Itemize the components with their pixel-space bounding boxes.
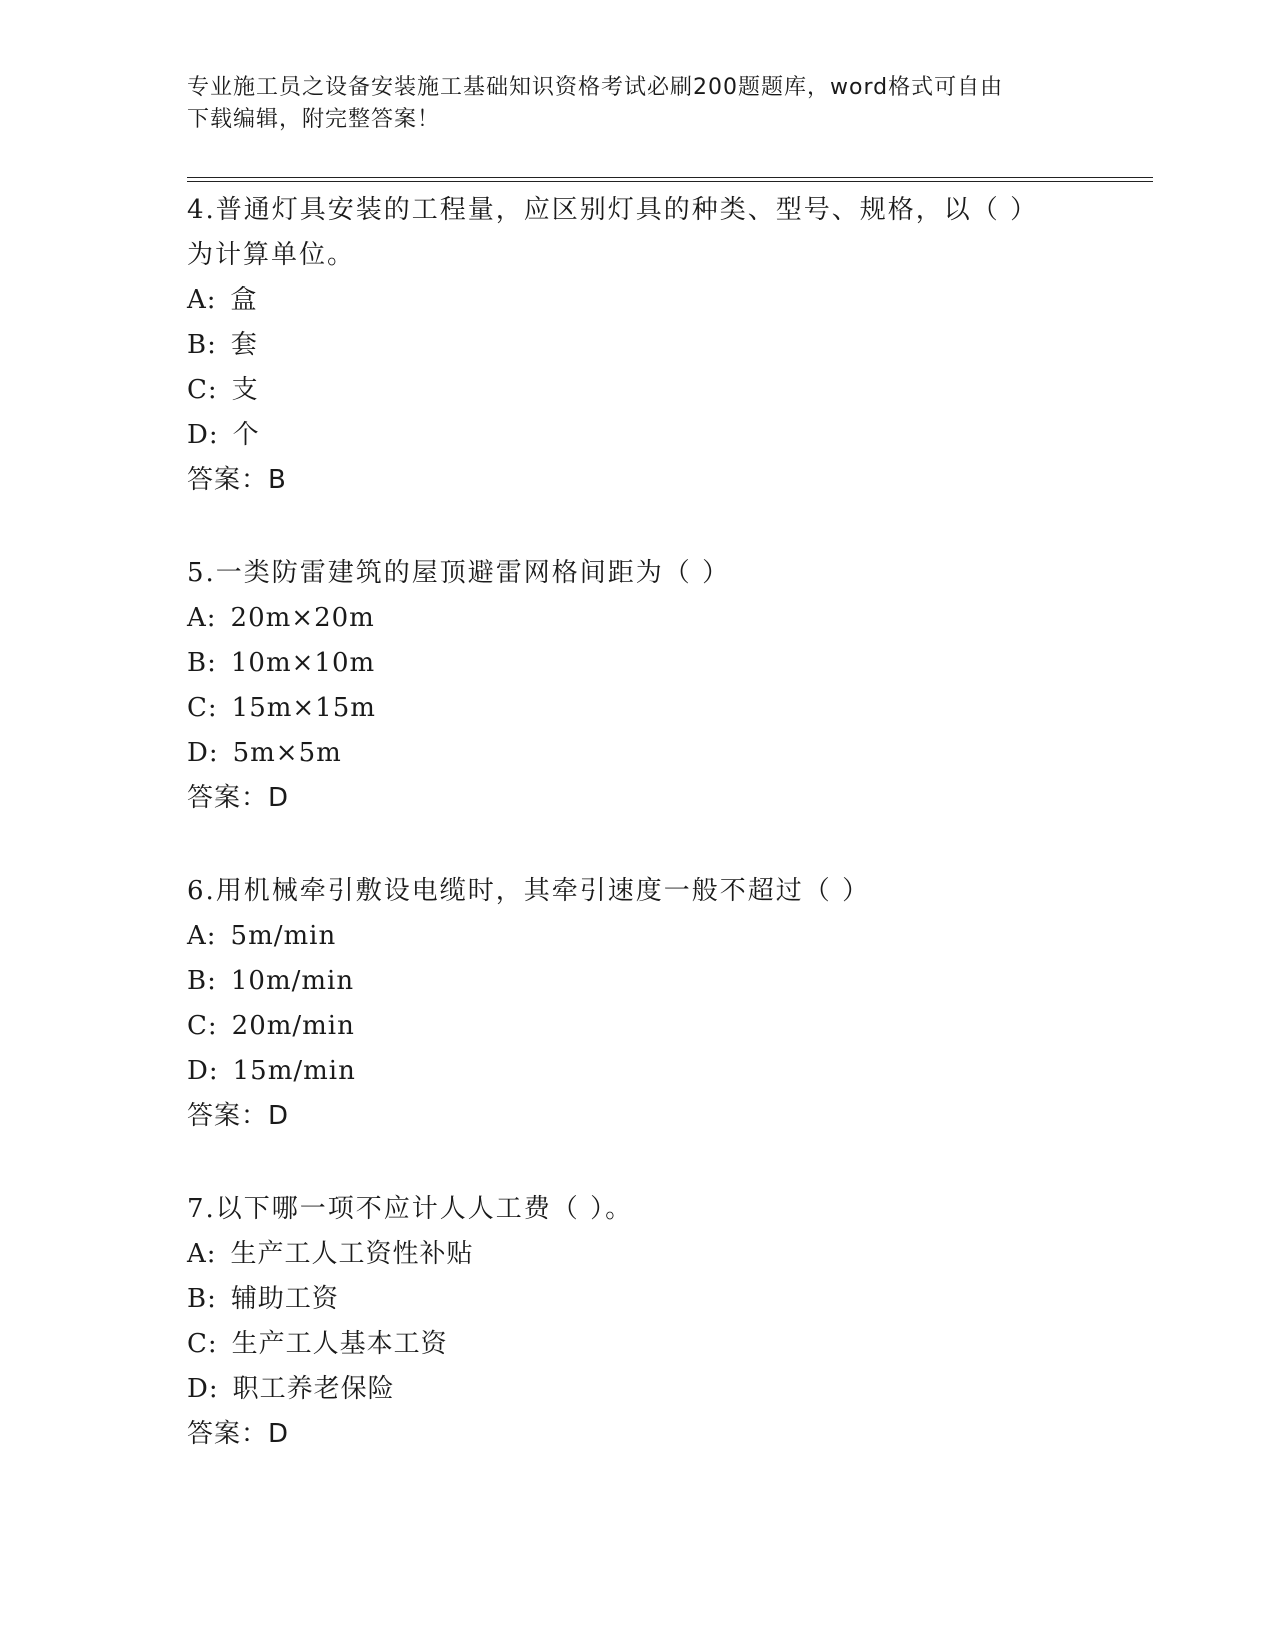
option-text: 5m/min [230,921,337,951]
option-key: D: [187,420,219,450]
question-list [187,188,1153,1457]
option-b [187,323,1153,368]
option-c [187,1322,1153,1367]
option-text: 生产工人工资性补贴 [230,1239,474,1269]
option-text: 10m×10m [230,648,376,678]
option-key: B: [187,1284,217,1314]
answer: 答案：D [187,1101,290,1131]
option-d [187,413,1153,458]
option-c [187,1004,1153,1049]
answer: 答案：D [187,783,290,813]
option-key: C: [187,693,218,723]
spacer [187,821,1153,869]
option-key: D: [187,738,219,768]
option-b [187,641,1153,686]
option-key: D: [187,1374,219,1404]
option-key: A: [187,603,217,633]
spacer [187,503,1153,551]
answer: 答案：B [187,465,287,495]
option-text: 5m×5m [232,738,342,768]
option-text: 支 [231,375,259,405]
question-stem: 6.用机械牵引敷设电缆时，其牵引速度一般不超过（ ） [187,876,871,906]
option-key: A: [187,1239,217,1269]
option-text: 生产工人基本工资 [231,1329,448,1359]
option-a [187,596,1153,641]
option-c [187,686,1153,731]
option-key: A: [187,285,217,315]
option-text: 辅助工资 [230,1284,339,1314]
header-divider [187,177,1153,182]
option-text: 套 [230,330,258,360]
spacer [187,1139,1153,1187]
option-text: 20m×20m [230,603,375,633]
option-key: B: [187,966,217,996]
question-stem: 7.以下哪一项不应计人人工费（ ）。 [187,1194,634,1224]
option-text: 职工养老保险 [232,1374,395,1404]
option-key: C: [187,1011,218,1041]
question-6 [187,869,1153,1139]
document-header [187,72,1087,136]
option-key: C: [187,375,218,405]
option-d [187,1367,1153,1412]
option-key: B: [187,648,217,678]
option-a [187,914,1153,959]
option-text: 个 [232,420,260,450]
option-text: 15m×15m [231,693,376,723]
option-b [187,1277,1153,1322]
question-7 [187,1187,1153,1457]
header-line-2: 下载编辑，附完整答案！ [187,107,441,132]
option-d [187,1049,1153,1094]
question-stem-continued: 为计算单位。 [187,240,356,270]
answer: 答案：D [187,1419,290,1449]
option-c [187,368,1153,413]
question-5 [187,551,1153,821]
question-stem: 5.一类防雷建筑的屋顶避雷网格间距为（ ） [187,558,731,588]
header-line-1: 专业施工员之设备安装施工基础知识资格考试必刷200题题库，word格式可自由 [187,75,1004,100]
option-text: 20m/min [231,1011,355,1041]
option-key: B: [187,330,217,360]
option-a [187,278,1153,323]
option-text: 10m/min [230,966,355,996]
option-text: 盒 [230,285,258,315]
option-b [187,959,1153,1004]
question-4 [187,188,1153,503]
option-text: 15m/min [232,1056,356,1086]
option-a [187,1232,1153,1277]
option-key: A: [187,921,217,951]
option-key: C: [187,1329,218,1359]
option-d [187,731,1153,776]
option-key: D: [187,1056,219,1086]
question-stem: 4.普通灯具安装的工程量，应区别灯具的种类、型号、规格，以（ ） [187,195,1039,225]
